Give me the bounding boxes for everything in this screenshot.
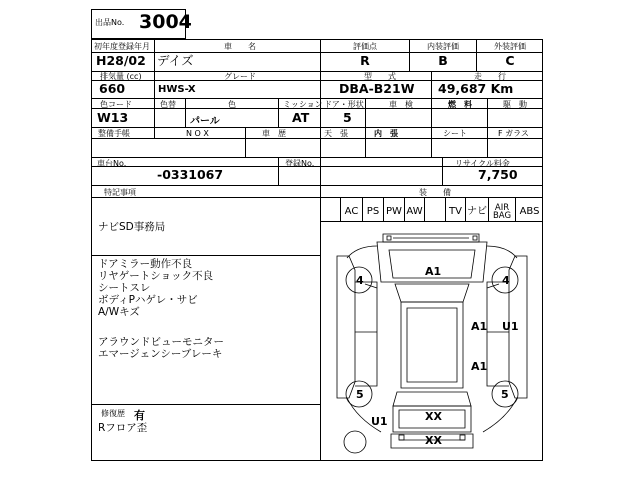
grade-label: グレード — [224, 72, 256, 81]
first-registration: H28/02 — [96, 53, 146, 68]
rule — [91, 157, 543, 158]
displacement: 660 — [99, 81, 126, 96]
registration-label: 登録No. — [285, 159, 315, 168]
rule — [487, 127, 488, 157]
rule — [91, 98, 543, 99]
rule — [278, 98, 279, 127]
rule — [154, 39, 155, 138]
rule — [91, 197, 543, 198]
note-line: アラウンドビューモニター — [98, 336, 224, 348]
interior-grade-label: 内装評価 — [427, 42, 459, 51]
note-line: シートスレ — [98, 282, 151, 294]
rule — [476, 39, 477, 52]
repair-label: 修復歴 — [101, 409, 125, 418]
exterior-grade: C — [505, 53, 515, 68]
rule — [91, 185, 543, 186]
color-code-label: 色コード — [100, 100, 132, 109]
color-code: W13 — [97, 110, 129, 125]
color-label: 色 — [228, 100, 236, 109]
mark-rear-right-tire: 5 — [501, 388, 509, 401]
inspection-label: 車 検 — [389, 100, 413, 109]
chassis-number: -0331067 — [157, 167, 224, 182]
equipment-tv: TV — [449, 206, 462, 217]
equipment-airbag: AIR BAG — [492, 202, 512, 221]
seat-label: シート — [443, 129, 467, 138]
note-line: エマージェンシーブレーキ — [98, 348, 223, 360]
equipment-pw: PW — [386, 206, 402, 217]
nox-label: N O X — [186, 129, 209, 138]
rule — [91, 404, 320, 405]
grade: HWS-X — [158, 84, 196, 95]
doors-label: ドア・形状 — [324, 100, 364, 109]
note-line: ドアミラー動作不良 — [98, 258, 193, 270]
rule — [487, 98, 488, 127]
transmission: AT — [292, 110, 310, 125]
lot-label: 出品No. — [95, 18, 125, 27]
drive-label: 駆 動 — [503, 100, 527, 109]
rule — [91, 127, 543, 128]
year-label: 初年度登録年月 — [94, 42, 150, 51]
mileage: 49,687 Km — [438, 81, 514, 96]
color-change-label: 色替 — [160, 100, 176, 109]
equipment-ps: PS — [366, 206, 380, 217]
equipment-navi: ナビ — [467, 206, 487, 217]
recycle-fee: 7,750 — [478, 167, 518, 182]
history-label: 車 歴 — [262, 129, 286, 138]
glass-label: F ガラス — [498, 129, 529, 138]
note-line: リヤゲートショック不良 — [98, 270, 214, 282]
lot-number: 3004 — [139, 11, 192, 33]
rule — [245, 127, 246, 157]
mission-label: ミッション — [283, 100, 323, 109]
rule — [442, 157, 443, 185]
model-label: 型 式 — [364, 72, 396, 81]
car-damage-diagram — [321, 222, 543, 460]
name-label: 車 名 — [224, 42, 256, 51]
equipment-aw: AW — [406, 206, 423, 217]
model-code: DBA-B21W — [339, 81, 415, 96]
note-line: A/Wキズ — [98, 306, 140, 318]
rule — [365, 98, 366, 127]
rule — [409, 39, 410, 52]
rule — [278, 157, 279, 185]
inner-lining-label: 内 張 — [374, 129, 398, 138]
interior-grade: B — [438, 53, 448, 68]
maintenance-label: 整備手帳 — [98, 129, 130, 138]
rule — [409, 52, 410, 71]
rule — [476, 52, 477, 71]
equipment-blank — [425, 202, 445, 222]
mark-right-front-door-a: A1 — [471, 320, 488, 333]
rule — [431, 71, 432, 98]
notes-label: 特記事項 — [104, 188, 136, 197]
mark-right-front-door-u: U1 — [502, 320, 519, 333]
rule — [431, 127, 432, 157]
displacement-label: 排気量 (cc) — [100, 72, 142, 81]
chassis-label: 車台No. — [97, 159, 127, 168]
exterior-grade-label: 外装評価 — [494, 42, 526, 51]
mileage-label: 走 行 — [474, 72, 506, 81]
rule — [365, 127, 366, 157]
car-name: デイズ — [157, 53, 194, 68]
equipment-abs: ABS — [519, 206, 540, 217]
mark-rear-left-tire: 5 — [356, 388, 364, 401]
mark-front-right-tire: 4 — [502, 274, 510, 287]
mark-left-rear-quarter: U1 — [371, 415, 388, 428]
repair-value: 有 — [134, 409, 145, 422]
equipment-ac: AC — [344, 206, 359, 217]
mark-front-left-tire: 4 — [356, 274, 364, 287]
fuel-label: 燃 料 — [448, 100, 472, 109]
color: パール — [190, 116, 220, 127]
recycle-label: リサイクル料金 — [455, 159, 510, 168]
mark-rear-gate: XX — [425, 410, 442, 423]
doors: 5 — [343, 110, 352, 125]
rule — [91, 138, 543, 139]
rule — [185, 98, 186, 127]
evaluation-score: R — [360, 53, 370, 68]
rule — [91, 255, 320, 256]
equipment-label: 装 備 — [419, 188, 451, 197]
rule — [431, 98, 432, 127]
sunroof-label: 天 張 — [324, 129, 348, 138]
mark-right-rear-door: A1 — [471, 360, 488, 373]
note-navi: ナビSD事務局 — [98, 221, 166, 233]
repair-detail: Rフロア歪 — [98, 422, 148, 434]
note-line: ボディPハゲレ・サビ — [98, 294, 198, 306]
score-label: 評価点 — [353, 42, 377, 51]
mark-rear-bumper: XX — [425, 434, 442, 447]
mark-hood: A1 — [425, 265, 442, 278]
